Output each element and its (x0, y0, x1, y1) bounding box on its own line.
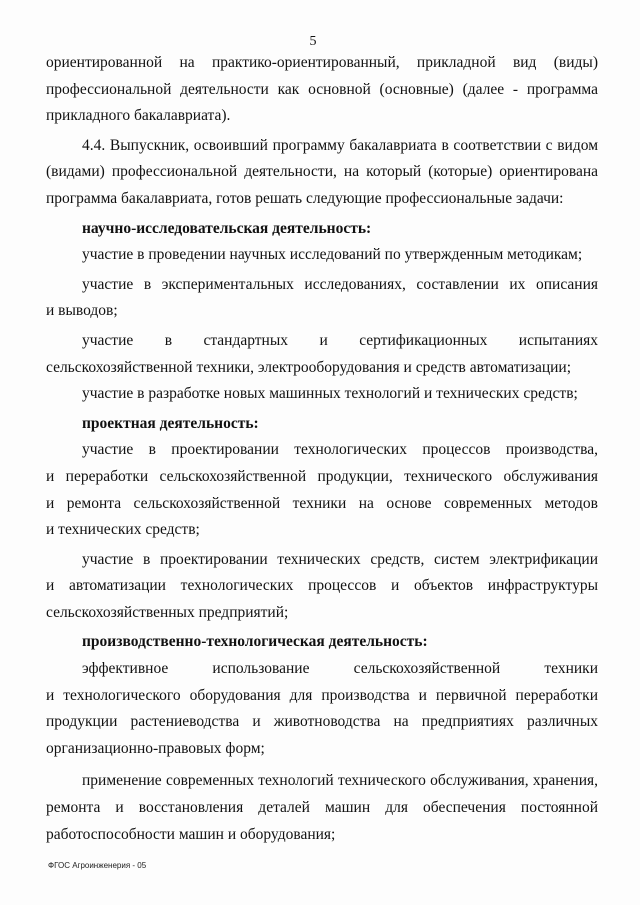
text-line: и ремонта сельскохозяйственной техники на основе современных методов (46, 494, 598, 512)
text-line: программа бакалавриата, готов решать следующие профессиональные задачи: (46, 189, 564, 207)
list-item: применение современных технологий технического обслуживания, хранения, (82, 772, 598, 790)
text-line: профессиональной деятельности как основной (основные) (далее - программа (46, 80, 598, 98)
text-line: сельскохозяйственной техники, электрооборудования и средств автоматизации; (46, 358, 572, 376)
text-line: продукции растениеводства и животноводства на предприятиях различных (46, 713, 598, 731)
list-item: эффективное использование сельскохозяйственной техники (82, 660, 598, 678)
page-number: 5 (309, 34, 317, 49)
list-item: участие в разработке новых машинных технологий и технических средств; (82, 385, 578, 403)
list-item: участие в проектировании технических средств, систем электрификации (82, 550, 598, 568)
text-line: ориентированной на практико-ориентированный, прикладной вид (виды) (46, 54, 598, 71)
text-line: и переработки сельскохозяйственной продукции, технического обслуживания (46, 467, 598, 485)
list-item: участие в проведении научных исследований по утвержденным методикам; (82, 246, 583, 264)
text-line: (видами) профессиональной деятельности, на который (которые) ориентирована (46, 163, 598, 181)
text-line: и технических средств; (46, 521, 200, 539)
footer-label: ФГОС Агроинженерия - 05 (48, 861, 147, 870)
text-line: прикладного бакалавриата). (46, 107, 231, 125)
paragraph-4-4: 4.4. Выпускник, освоивший программу бакалавриата в соответствии с видом (82, 136, 598, 154)
list-item: участие в стандартных и сертификационных испытаниях (82, 331, 598, 349)
text-line: ремонта и восстановления деталей машин для обеспечения постоянной (46, 799, 598, 817)
text-line: и технологического оборудования для производства и первичной переработки (46, 686, 598, 704)
text-line: организационно-правовых форм; (46, 739, 265, 757)
section-heading-design: проектная деятельность: (82, 414, 259, 432)
text-line: и автоматизации технологических процессов и объектов инфраструктуры (46, 577, 598, 595)
list-item: участие в проектировании технологических процессов производства, (82, 441, 598, 459)
text-line: и выводов; (46, 302, 118, 320)
section-heading-production: производственно-технологическая деятельность: (82, 633, 428, 651)
text-line: сельскохозяйственных предприятий; (46, 603, 289, 621)
document-body (46, 50, 598, 848)
list-item: участие в экспериментальных исследованиях, составлении их описания (82, 275, 598, 293)
section-heading-research: научно-исследовательская деятельность: (82, 219, 372, 237)
text-line: работоспособности машин и оборудования; (46, 825, 336, 843)
